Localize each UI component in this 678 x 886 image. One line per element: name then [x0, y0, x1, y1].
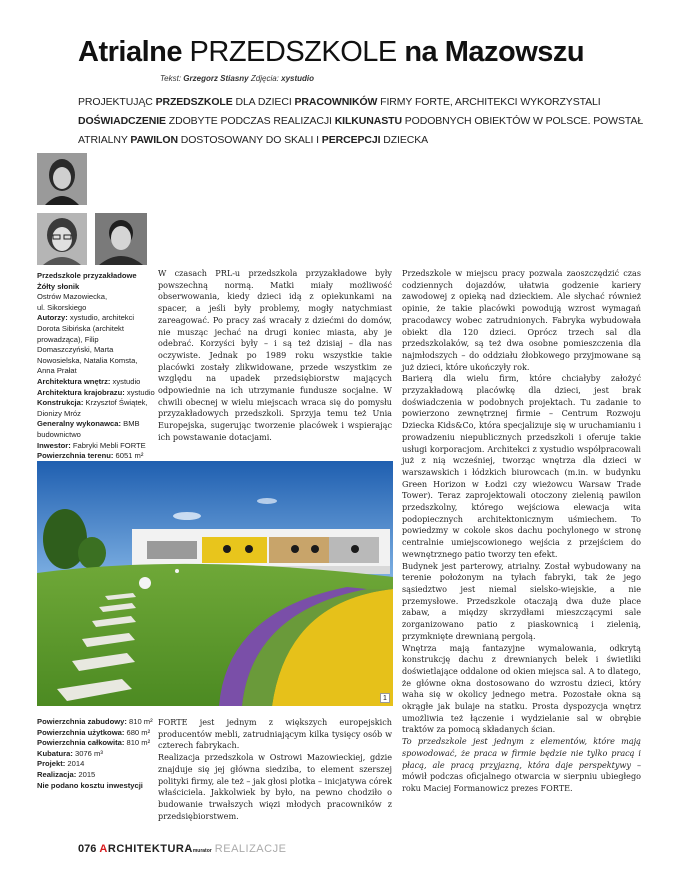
info-row	[37, 271, 157, 282]
paragraph: FORTE jest jednym z większych europejskich producentów mebli, zatrudniającym kilka tysięcy osób w czterech fabrykach.	[158, 717, 392, 751]
lead-emphasis: KILKUNASTU	[334, 115, 402, 127]
paragraph-quote	[402, 736, 641, 795]
body-column-1-bottom	[158, 717, 392, 822]
info-value: xystudio	[126, 387, 155, 397]
title-part-3: na Mazowszu	[404, 36, 585, 68]
page-footer	[78, 843, 286, 855]
quote-text: To przedszkole jest jednym z elementów, które mają spowodować, że praca w firmie będzie nie tylko pracą i płacą, ale pracą przyjazną, która daje perspektywy	[402, 736, 641, 770]
lead-text: DZIECKA	[380, 134, 429, 146]
info-row	[37, 356, 157, 367]
info-value: Anna Prałat	[37, 366, 77, 376]
info-value: 3076 m³	[74, 748, 103, 758]
info-row	[37, 345, 157, 356]
info-value: Domaszczyński, Marta	[37, 345, 114, 355]
paragraph: Barierą dla wielu firm, które chciałyby założyć przyzakładową placówkę dla dzieci, jest brak doświadczenia w podobnych projektach. Tu zadanie to powierzono zewnętrznej firmie – Centrum Rozwoju Dziecka Kids&Co, która specjalizuje się w uruchamianiu i prowadzeniu niepublicznych przedszkoli i oferuje takie usługi korporacjom. Architekci z xystudio współpracowali już z nią wcześniej, tworząc wnętrza dla dzieci w warszawskich i łódzkich biurowcach (m.in. w budynku Green Horizon w Łodzi czy wieżowcu Warsaw Trade Tower). Teraz zaprojektowali otoczony zielenią pawilon przedszkolny, którego wejściowa elewacja wita podopiecznych architektonicznym uśmiechem. To powiedzmy w cokole skos dachu pochylonego w stronę centralnie umiejscowionego wejścia z przejściem do wewnętrznego patio tworzy ten efekt.	[402, 373, 641, 559]
magazine-suffix: murator	[192, 848, 212, 854]
info-value: Fabryki Mebli FORTE	[72, 440, 146, 450]
info-value: budownictwo	[37, 429, 81, 439]
info-row	[37, 335, 157, 346]
author-photo-1	[37, 153, 87, 205]
paragraph: Wnętrza mają fantazyjne wymalowania, odkrytą konstrukcję dachu z drewnianych belek i świetliki doświetlające oddalone od okien miejsca sal. A to dlatego, że główne okna dostosowano do wzrostu dzieci, który waha się w okolicy jednego metra. Pozostałe okna są okrągłe jak bulaje na statku. Prosta dyspozycja wnętrz umożliwia też łączenie i wydzielanie sal w obrębie traktów za pomocą składanych ścian.	[402, 642, 641, 735]
info-value: xystudio, architekci	[69, 313, 135, 323]
article-title	[78, 32, 638, 72]
magazine-name-rest: RCHITEKTURA	[107, 843, 193, 855]
lead-paragraph	[78, 93, 648, 150]
lead-text: DOSTOSOWANY DO SKALI I	[177, 134, 322, 146]
paragraph: Budynek jest parterowy, atrialny. Został wybudowany na terenie położonym na tyłach fabryki, tak że jego sąsiedztwo jest niemal sielsko-wiejskie, a nie przemysłowe. Przedszkole otaczają dwa duże place zabaw, a między skrzydłami mieszczącymi sale zorganizowano patio z piaskownicą i zielenią, przymknięte drewnianą pergolą.	[402, 560, 641, 641]
lead-text: FIRMY FORTE, ARCHITEKCI WYKORZYSTALI	[377, 96, 601, 108]
body-column-1-top	[158, 268, 392, 444]
info-label: Generalny wykonawca:	[37, 419, 121, 429]
info-row	[37, 303, 157, 314]
paragraph: W czasach PRL-u przedszkola przyzakładowe były powszechną normą. Matki miały możliwość obserwowania, kiedy dzieci idą z opiekunkami na spacer, a jeśli były problemy, mogły natychmiast zareagować. Po pracy zaś wracały z dziećmi do domów, nie musząc jechać na drugi koniec miasta, aby je odebrać. Korzyści były – i są też dzisiaj – dla nas oczywiste. Jednak po 1989 roku wszystkie takie placówki zostały zlikwidowane, przede wszystkim ze względu na upadek przedsiębiorstw mających odpowiednie na ich utrzymanie fundusze socjalne. W chwili obecnej w wielu miejscach wraca się do pomysłu przyzakładowych przedszkoli. Sprzyja temu też Unia Europejska, sugerując tworzenie placówek i wspierając ich powstawanie dotacjami.	[158, 268, 392, 442]
info-label: Powierzchnia całkowita:	[37, 738, 125, 748]
kindergarten-photo	[37, 461, 393, 706]
info-value: 2014	[67, 759, 85, 769]
title-part-1: Atrialne	[78, 36, 182, 68]
paragraph: Realizacja przedszkola w Ostrowi Mazowieckiej, gdzie znajduje się jej główna siedziba, to element szerszej polityki firmy, ale też – jak głosi plotka – inicjatywa córek właściciela. Jakkolwiek by było, na pewno chodziło o budowanie trwałszych więzi młodych pracowników z przedsiębiorstwem.	[158, 752, 392, 821]
info-row	[37, 441, 157, 452]
lead-emphasis: PERCEPCJI	[321, 134, 381, 146]
info-row	[37, 738, 157, 749]
info-label: Przedszkole przyzakładowe	[37, 271, 137, 280]
credits-author: Grzegorz Stiasny	[183, 74, 249, 83]
credits-text-label: Tekst:	[160, 74, 182, 83]
info-label: Żółty słonik	[37, 281, 80, 291]
credits	[160, 74, 314, 83]
info-row	[37, 409, 157, 420]
info-value: Dorota Sibińska (architekt	[37, 323, 124, 333]
lead-emphasis: PRACOWNIKÓW	[294, 96, 378, 108]
info-value: Nowosielska, Natalia Komsta,	[37, 355, 138, 365]
lead-text: PODOBNYCH OBIEKTÓW W POLSCE. POWSTAŁ ATRIALNY	[78, 115, 644, 146]
info-row	[37, 398, 157, 409]
info-value: 680 m²	[126, 727, 151, 737]
project-info-bottom	[37, 717, 157, 791]
info-label: Projekt:	[37, 759, 66, 769]
info-value: BMB	[123, 419, 140, 429]
title-part-2: PRZEDSZKOLE	[189, 36, 397, 68]
lead-emphasis: PRZEDSZKOLE	[155, 96, 233, 108]
info-row	[37, 419, 157, 430]
info-value: 810 m²	[129, 717, 153, 726]
magazine-name	[99, 843, 192, 855]
info-label: Powierzchnia użytkowa:	[37, 727, 125, 737]
info-label: Architektura krajobrazu:	[37, 387, 125, 397]
info-label: Architektura wnętrz:	[37, 376, 111, 386]
info-row	[37, 717, 157, 728]
info-label: Autorzy:	[37, 313, 68, 323]
info-label: Powierzchnia terenu:	[37, 451, 114, 461]
magazine-logo-a: A	[99, 843, 108, 855]
credits-photo-label: Zdjęcia:	[250, 74, 279, 83]
quote-attribution: – mówił podczas oficjalnego otwarcia w sierpniu ubiegłego roku Maciej Formanowicz prezes FORTE.	[402, 759, 641, 793]
info-value: 810 m²	[126, 738, 151, 748]
credits-photo: xystudio	[281, 74, 315, 83]
info-row	[37, 781, 157, 792]
paragraph: Przedszkole w miejscu pracy pozwala zaoszczędzić czas codziennych dojazdów, ułatwia godzenie kariery zawodowej z opieką nad dzieckiem. Ale słychać również opinie, że takie placówki powodują wzrost wymagań pracodawcy wobec zatrudnionych. Fabryka wybudowała obiekt dla 120 dzieci. Oprócz trzech sal dla przedszkolaków, są też dwa osobne pomieszczenia dla najmłodszych – do oddziału żłobkowego przyjmowane są już dzieci, które ukończyły rok.	[402, 268, 641, 372]
info-value: prowadząca), Filip	[37, 334, 99, 344]
info-row	[37, 313, 157, 324]
info-value: 6051 m²	[115, 451, 144, 461]
info-row	[37, 759, 157, 770]
info-row	[37, 770, 157, 781]
info-value: ul. Sikorskiego	[37, 302, 87, 312]
info-row	[37, 377, 157, 388]
body-column-2	[402, 268, 641, 795]
info-label: Nie podano kosztu inwestycji	[37, 780, 143, 790]
info-label: Realizacja:	[37, 769, 77, 779]
author-photo-2	[37, 213, 87, 265]
lead-text: DLA DZIECI	[232, 96, 295, 108]
info-row	[37, 728, 157, 739]
info-row	[37, 388, 157, 399]
info-label: Kubatura:	[37, 748, 73, 758]
info-value: Dionizy Mróz	[37, 408, 81, 418]
info-row	[37, 749, 157, 760]
lead-text: ZDOBYTE PODCZAS REALIZACJI	[165, 115, 335, 127]
info-row	[37, 292, 157, 303]
info-row	[37, 430, 157, 441]
project-info-top	[37, 271, 157, 462]
info-row	[37, 282, 157, 293]
section-name: REALIZACJE	[214, 843, 287, 855]
info-row	[37, 324, 157, 335]
info-value: 2015	[78, 769, 96, 779]
info-label: Inwestor:	[37, 440, 71, 450]
lead-text: PROJEKTUJĄC	[78, 96, 156, 108]
info-label: Powierzchnia zabudowy:	[37, 717, 127, 726]
info-row	[37, 366, 157, 377]
lead-emphasis: PAWILON	[130, 134, 178, 146]
page-number: 076	[78, 843, 97, 855]
info-value: xystudio	[112, 376, 141, 386]
image-number-badge: 1	[380, 693, 390, 703]
author-photo-3	[95, 213, 147, 265]
info-value: Ostrów Mazowiecka,	[37, 292, 108, 302]
info-label: Konstrukcja:	[37, 398, 84, 408]
lead-emphasis: DOŚWIADCZENIE	[78, 115, 166, 127]
info-value: Krzysztof Świątek,	[85, 398, 148, 408]
